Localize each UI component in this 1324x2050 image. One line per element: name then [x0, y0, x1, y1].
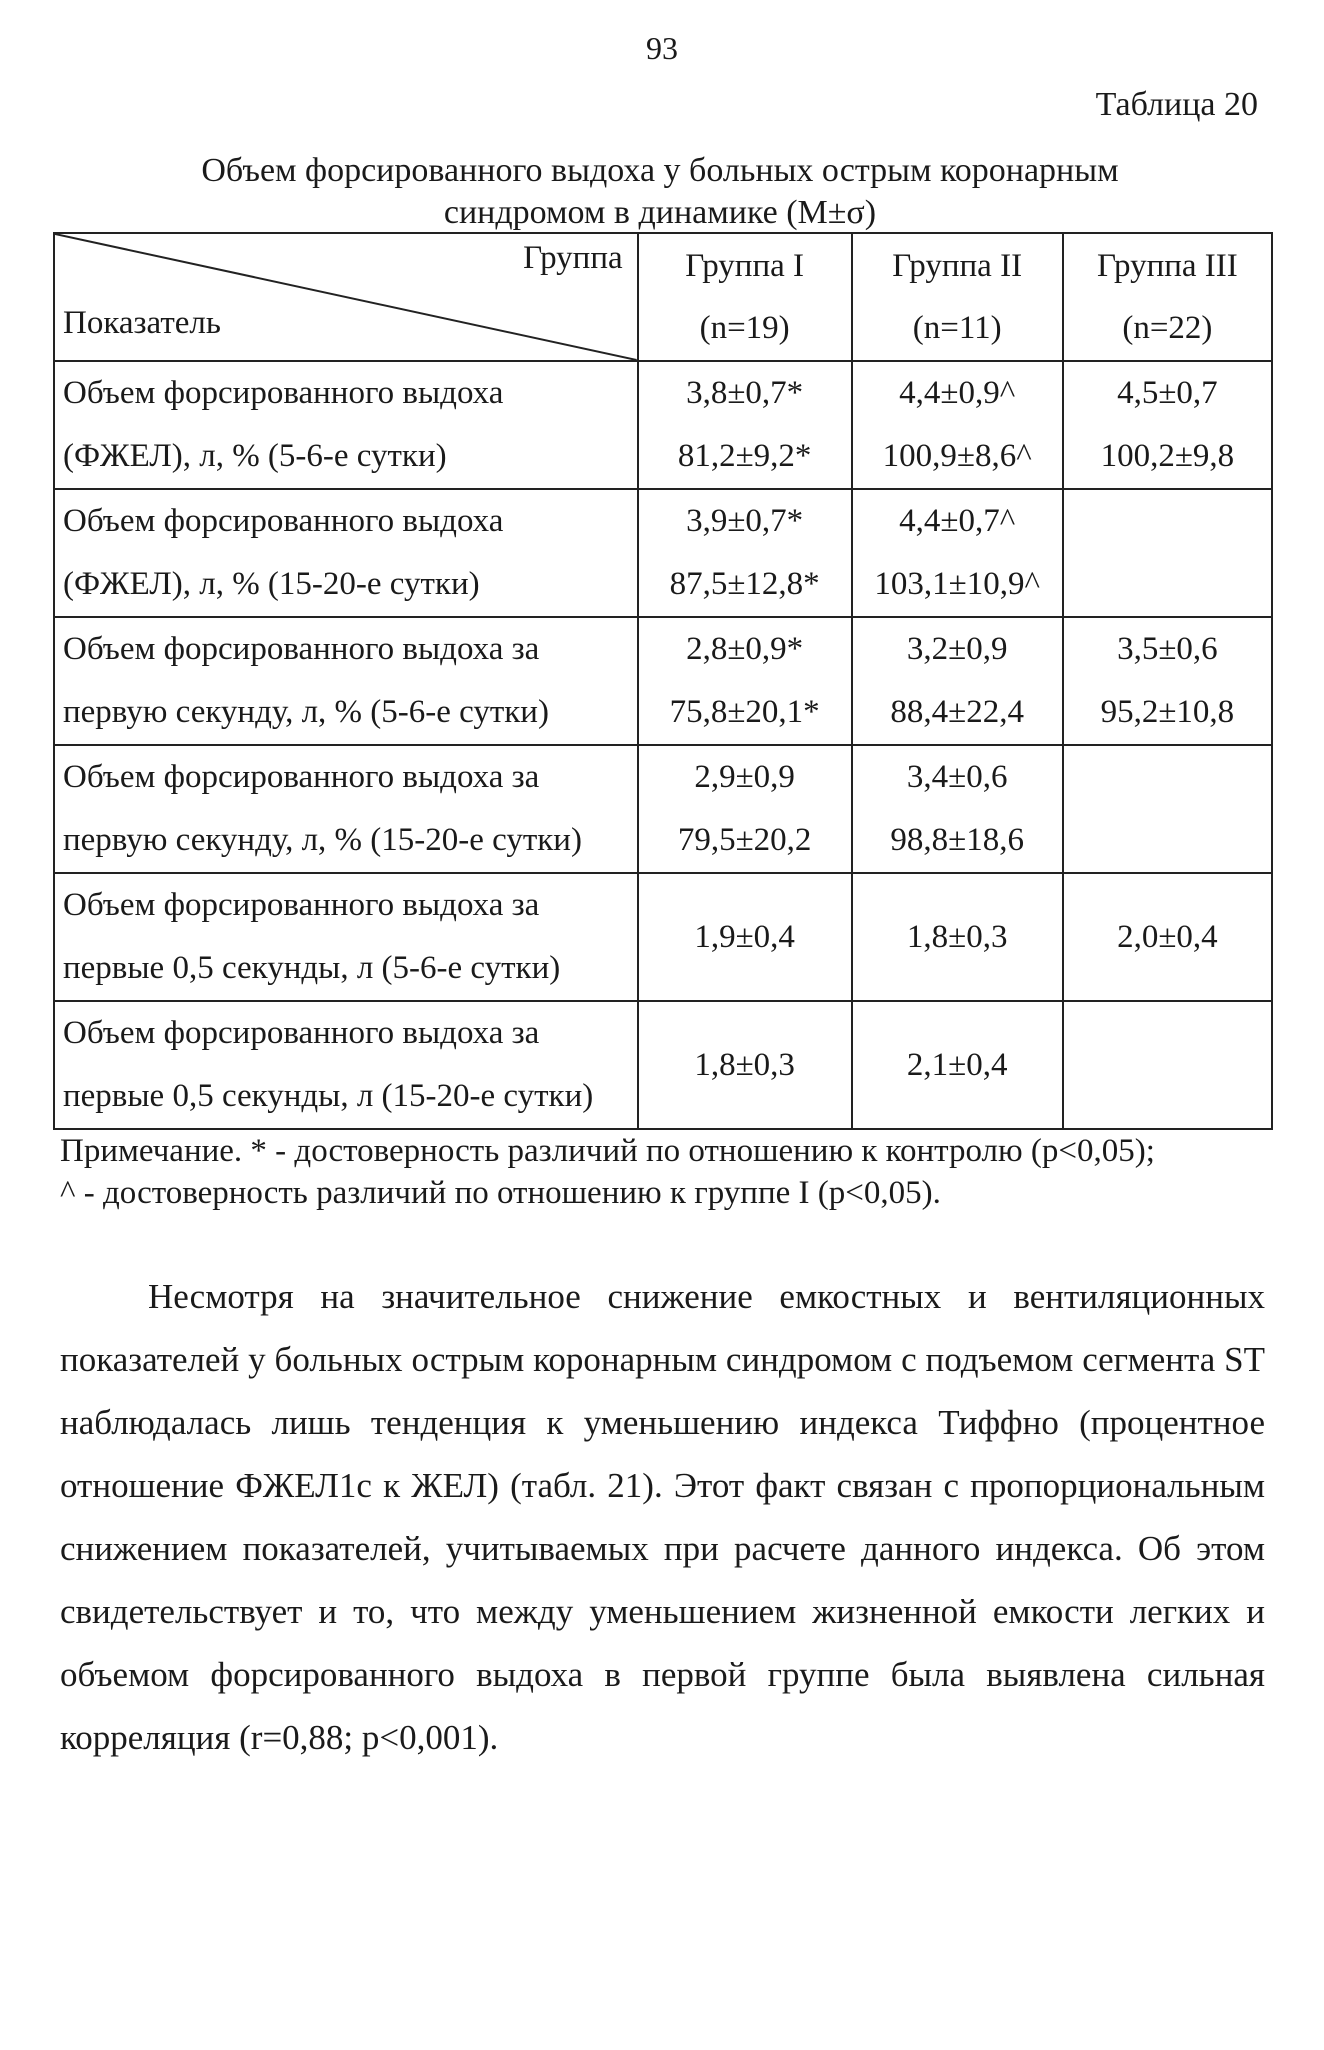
- value-line: 2,1±0,4: [906, 1046, 1008, 1083]
- value-cell: [1063, 617, 1272, 745]
- indicator-line: Объем форсированного выдоха за: [63, 631, 540, 667]
- table-row: [54, 617, 1272, 745]
- table-row: [54, 873, 1272, 1001]
- indicator-cell: [54, 1001, 638, 1129]
- table-label: Таблица 20: [1095, 86, 1258, 123]
- body-paragraph: Несмотря на значительное снижение емкостных и вентиляционных показателей у больных острым коронарным синдромом с подъемом сегмента ST наблюдалась лишь тенденция к уменьшению индекса Тиффно (процентное отношение ФЖЕЛ1с к ЖЕЛ) (табл. 21). Этот факт связан с пропорциональным снижением показателей, учитываемых при расчете данного индекса. Об этом свидетельствует и то, что между уменьшением жизненной емкости легких и объемом форсированного выдоха в первой группе была выявлена сильная корреляция (r=0,88; р<0,001).: [60, 1277, 1265, 1757]
- value-cell: [1063, 745, 1272, 873]
- indicator-cell: [54, 617, 638, 745]
- corner-indicator-label: Показатель: [63, 305, 221, 341]
- column-header-group-1: [638, 233, 852, 361]
- value-line: 75,8±20,1*: [669, 694, 820, 730]
- value-cell: [852, 1001, 1063, 1129]
- value-line: 98,8±18,6: [890, 822, 1024, 858]
- value-line: 95,2±10,8: [1100, 694, 1235, 730]
- note-line: ^ - достоверность различий по отношению к группе I (р<0,05).: [60, 1175, 941, 1211]
- value-line: 88,4±22,4: [890, 694, 1024, 730]
- value-line: 4,5±0,7: [1117, 375, 1218, 411]
- value-cell: [638, 617, 852, 745]
- indicator-line: Объем форсированного выдоха: [63, 503, 504, 539]
- value-cell: [852, 745, 1063, 873]
- indicator-line: Объем форсированного выдоха за: [63, 887, 540, 923]
- indicator-line: (ФЖЕЛ), л, % (15-20-е сутки): [63, 566, 480, 602]
- table-row: [54, 1001, 1272, 1129]
- value-line: 3,2±0,9: [906, 631, 1008, 667]
- value-cell: [638, 489, 852, 617]
- value-cell: [638, 361, 852, 489]
- indicator-cell: [54, 873, 638, 1001]
- column-header-n: (n=22): [1122, 310, 1213, 346]
- indicator-line: первые 0,5 секунды, л (15-20-е сутки): [63, 1078, 594, 1114]
- value-cell: [852, 617, 1063, 745]
- value-line: 3,4±0,6: [906, 759, 1008, 795]
- value-cell: [638, 1001, 852, 1129]
- value-cell: [852, 873, 1063, 1001]
- value-cell: [1063, 1001, 1272, 1129]
- column-header-name: Группа II: [892, 248, 1023, 284]
- value-line: 3,8±0,7*: [686, 375, 804, 411]
- indicator-line: Объем форсированного выдоха: [63, 375, 504, 411]
- page-number: 93: [646, 30, 678, 66]
- table-note: [60, 1130, 1280, 1214]
- value-line: 1,8±0,3: [694, 1046, 795, 1083]
- column-header-group-2: [852, 233, 1063, 361]
- value-cell: [1063, 873, 1272, 1001]
- table-row: [54, 489, 1272, 617]
- value-line: 3,5±0,6: [1117, 631, 1218, 667]
- corner-group-label: Группа: [523, 240, 623, 276]
- column-header-name: Группа III: [1097, 248, 1238, 284]
- value-line: 2,8±0,9*: [686, 631, 804, 667]
- body-text: [60, 1265, 1265, 1769]
- value-line: 4,4±0,9^: [899, 375, 1016, 411]
- value-line: 103,1±10,9^: [874, 566, 1040, 602]
- column-header-n: (n=11): [912, 310, 1002, 346]
- column-header-n: (n=19): [699, 310, 790, 346]
- column-header-name: Группа I: [685, 248, 805, 284]
- table-row: [54, 745, 1272, 873]
- value-line: 79,5±20,2: [677, 822, 812, 858]
- value-line: 100,2±9,8: [1100, 438, 1235, 474]
- value-line: 2,0±0,4: [1117, 918, 1218, 955]
- value-line: 1,8±0,3: [906, 918, 1008, 955]
- indicator-line: (ФЖЕЛ), л, % (5-6-е сутки): [63, 438, 447, 474]
- value-line: 1,9±0,4: [694, 918, 795, 955]
- indicator-line: Объем форсированного выдоха за: [63, 1015, 540, 1051]
- indicator-line: Объем форсированного выдоха за: [63, 759, 540, 795]
- indicator-cell: [54, 361, 638, 489]
- value-cell: [1063, 361, 1272, 489]
- value-cell: [852, 361, 1063, 489]
- data-table: [53, 232, 1273, 1130]
- value-cell: [638, 873, 852, 1001]
- value-cell: [852, 489, 1063, 617]
- table-row: [54, 361, 1272, 489]
- indicator-cell: [54, 489, 638, 617]
- header-row: [54, 233, 1272, 361]
- value-cell: [1063, 489, 1272, 617]
- indicator-line: первую секунду, л, % (15-20-е сутки): [63, 822, 582, 858]
- table-caption: Объем форсированного выдоха у больных острым коронарным синдромом в динамике (М±σ): [201, 152, 1119, 231]
- indicator-line: первую секунду, л, % (5-6-е сутки): [63, 694, 549, 730]
- note-line: Примечание. * - достоверность различий по отношению к контролю (р<0,05);: [60, 1133, 1155, 1169]
- value-line: 3,9±0,7*: [686, 503, 804, 539]
- value-line: 4,4±0,7^: [899, 503, 1016, 539]
- indicator-line: первые 0,5 секунды, л (5-6-е сутки): [63, 950, 561, 986]
- corner-cell: [54, 233, 638, 361]
- indicator-cell: [54, 745, 638, 873]
- value-cell: [638, 745, 852, 873]
- value-line: 2,9±0,9: [694, 759, 795, 795]
- column-header-group-3: [1063, 233, 1272, 361]
- value-line: 81,2±9,2*: [677, 438, 812, 474]
- value-line: 87,5±12,8*: [669, 566, 820, 602]
- value-line: 100,9±8,6^: [882, 438, 1032, 474]
